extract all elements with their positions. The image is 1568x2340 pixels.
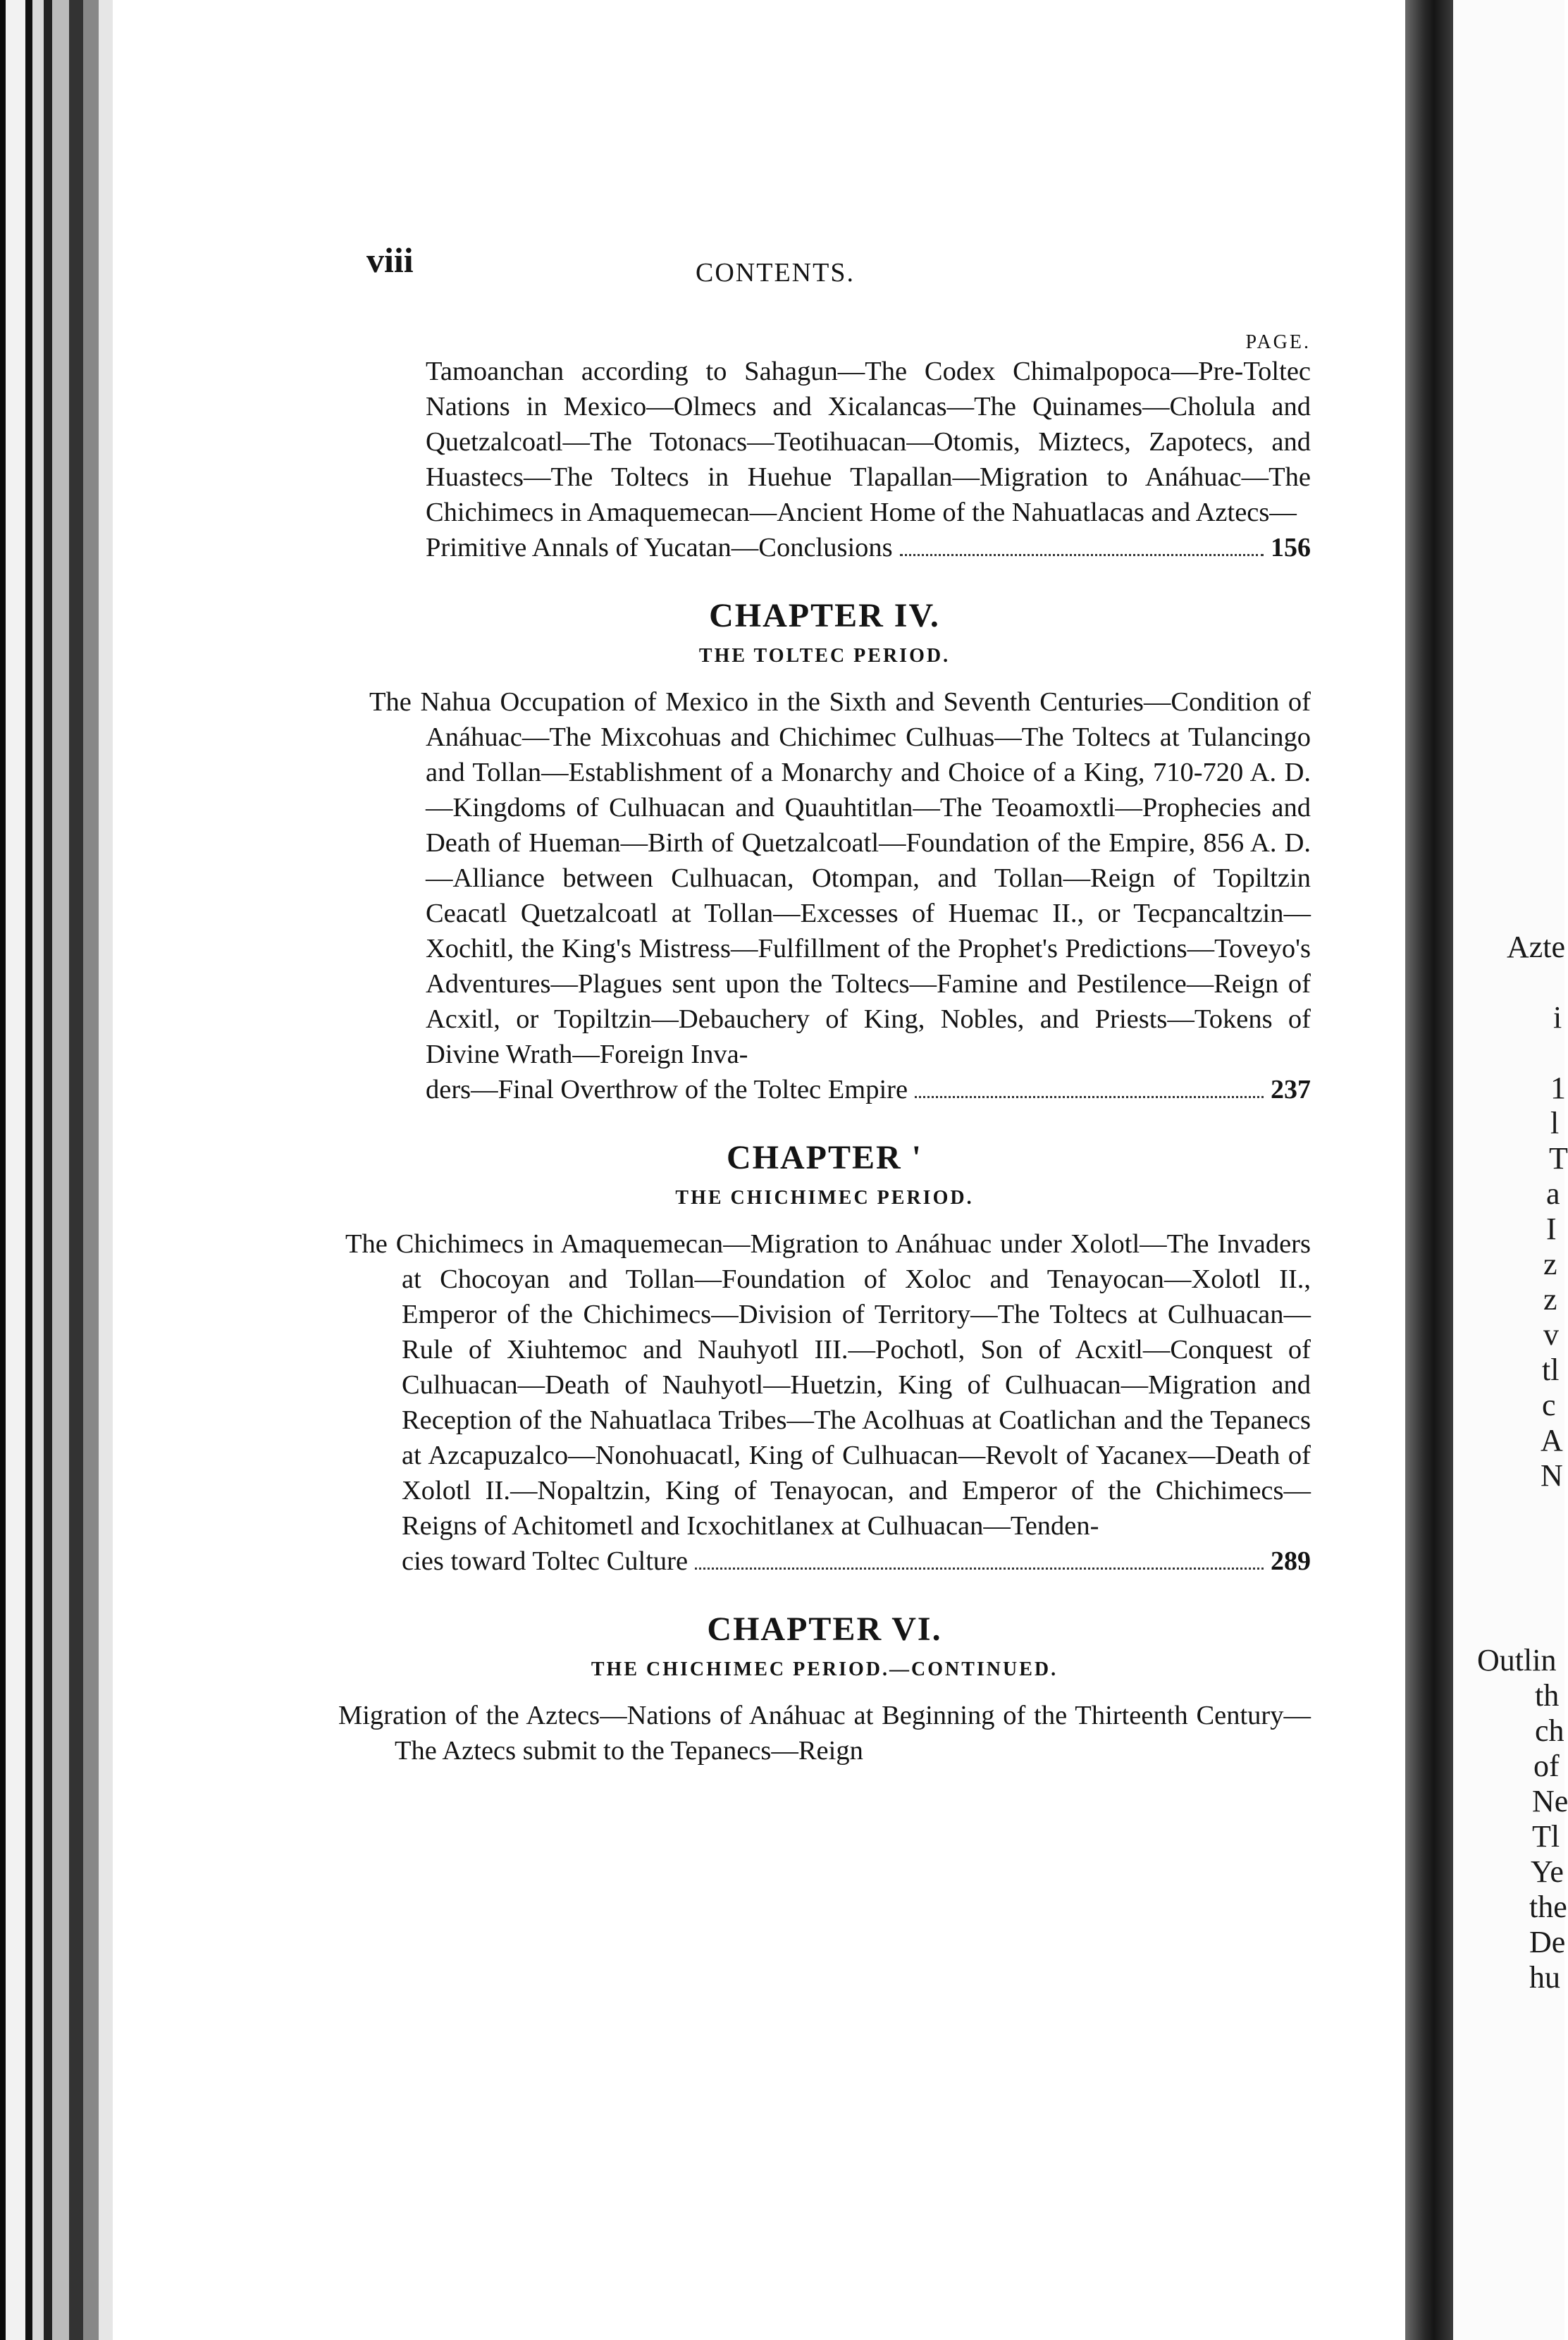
continued-entry bbox=[338, 354, 1311, 565]
chapter-heading: CHAPTER IV. bbox=[709, 597, 940, 634]
chapter-entry bbox=[338, 1138, 1311, 1579]
facing-fragment: v bbox=[1543, 1317, 1559, 1352]
entry-last-text: Primitive Annals of Yucatan—Conclusions bbox=[426, 533, 893, 562]
facing-fragment: of bbox=[1533, 1749, 1560, 1783]
entry-last-line bbox=[338, 1544, 1311, 1579]
entry-text: Tamoanchan according to Sahagun—The Codex Chimalpopoca—Pre-Toltec Nations in Mexico—Olmecs and Xicalancas—The Quinames—Cholula and Quetzalcoatl—The Totonacs—Teotihuacan—Otomis, Miztecs, Zapotecs, and Huastecs—The Toltecs in Huehue Tlapallan—Migration to Anáhuac—The Chichimecs in Amaquemecan—Ancient Home of the Nahuatlacas and Aztecs— bbox=[426, 357, 1311, 527]
facing-fragment: N bbox=[1541, 1458, 1563, 1493]
facing-fragment: De bbox=[1529, 1925, 1566, 1959]
facing-fragment: tl bbox=[1542, 1353, 1560, 1387]
table-of-contents bbox=[338, 331, 1311, 1768]
facing-fragment: i bbox=[1553, 1000, 1562, 1035]
page-column-label: PAGE. bbox=[1245, 331, 1311, 353]
entry-last-line bbox=[338, 1072, 1311, 1107]
facing-fragment: A bbox=[1541, 1423, 1563, 1458]
facing-fragment: 1 bbox=[1550, 1071, 1566, 1105]
entry-last-text: cies toward Toltec Culture bbox=[402, 1546, 689, 1576]
entry-page-number: 237 bbox=[1271, 1075, 1311, 1104]
chapter-entry bbox=[338, 596, 1311, 1107]
chapter-summary: The Chichimecs in Amaquemecan—Migration to Anáhuac under Xolotl—The Invaders at Chocoyan and Tollan—Foundation of Xoloc and Tenayocan—Xolotl II., Emperor of the Chichimecs—Division of Territory—The Toltecs at Culhuacan—Rule of Xiuhtemoc and Nauhyotl III.—Pochotl, Son of Acxitl—Conquest of Culhuacan—Death of Nauhyotl—Huetzin, King of Culhuacan—Migration and Reception of the Nahuatlaca Tribes—The Acolhuas at Coatlichan and the Tepanecs at Azcapuzalco—Nonohuacatl, King of Culhuacan—Revolt of Yacanex—Death of Xolotl II.—Nopaltzin, King of Tenayocan, and Emperor of the Chichimecs—Reigns of Achitometl and Icxochitlanex at Culhuacan—Tenden- bbox=[345, 1229, 1311, 1541]
facing-fragment: z bbox=[1543, 1247, 1557, 1281]
running-title: CONTENTS. bbox=[696, 258, 855, 288]
chapter-heading: CHAPTER ' bbox=[726, 1139, 922, 1176]
chapter-summary: Migration of the Aztecs—Nations of Anáhuac at Beginning of the Thirteenth Century—The Aztecs submit to the Tepanecs—Reign bbox=[338, 1701, 1311, 1766]
chapter-subtitle: THE CHICHIMEC PERIOD.—CONTINUED. bbox=[591, 1658, 1058, 1680]
page-number: viii bbox=[366, 240, 414, 280]
binding-edge bbox=[0, 0, 113, 2340]
chapter-entry bbox=[338, 1610, 1311, 1768]
facing-fragment: ch bbox=[1535, 1713, 1564, 1748]
chapter-summary: The Nahua Occupation of Mexico in the Sixth and Seventh Centuries—Condition of Anáhuac—The Mixcohuas and Chichimec Culhuas—The Toltecs at Tulancingo and Tollan—Establishment of a Monarchy and Choice of a King, 710-720 A. D.—Kingdoms of Culhuacan and Quauhtitlan—The Teoamoxtli—Prophecies and Death of Hueman—Birth of Quetzalcoatl—Foundation of the Empire, 856 A. D.—Alliance between Culhuacan, Otompan, and Tollan—Reign of Topiltzin Ceacatl Quetzalcoatl at Tollan—Excesses of Huemac II., or Tecpancaltzin—Xochitl, the King's Mistress—Fulfillment of the Prophet's Predictions—Toveyo's Adventures—Plagues sent upon the Toltecs—Famine and Pestilence—Reign of Acxitl, or Topiltzin—Debauchery of King, Nobles, and Priests—Tokens of Divine Wrath—Foreign Inva- bbox=[369, 687, 1311, 1069]
facing-fragment: Tl bbox=[1532, 1819, 1560, 1854]
entry-last-line bbox=[338, 530, 1311, 565]
facing-fragment: T bbox=[1549, 1141, 1568, 1176]
facing-fragment: th bbox=[1535, 1678, 1560, 1713]
page-gutter bbox=[1405, 0, 1453, 2340]
chapter-subtitle: THE TOLTEC PERIOD. bbox=[698, 645, 951, 667]
dot-leader bbox=[900, 554, 1264, 556]
entry-page-number: 156 bbox=[1271, 533, 1311, 562]
facing-page bbox=[1453, 0, 1568, 2340]
facing-fragment: the bbox=[1529, 1890, 1567, 1924]
facing-fragment: Outlin bbox=[1477, 1643, 1557, 1677]
entry-last-text: ders—Final Overthrow of the Toltec Empire bbox=[426, 1075, 908, 1104]
facing-fragment: l bbox=[1550, 1106, 1560, 1140]
chapter-subtitle: THE CHICHIMEC PERIOD. bbox=[675, 1187, 974, 1209]
dot-leader bbox=[695, 1568, 1264, 1570]
chapter-heading: CHAPTER VI. bbox=[707, 1611, 942, 1648]
facing-fragment: c bbox=[1542, 1388, 1556, 1422]
facing-fragment: Azte bbox=[1507, 930, 1566, 964]
dot-leader bbox=[915, 1096, 1264, 1098]
facing-fragment: a bbox=[1546, 1176, 1560, 1211]
facing-fragment: I bbox=[1546, 1212, 1557, 1246]
facing-fragment: hu bbox=[1529, 1960, 1560, 1995]
facing-fragment: z bbox=[1543, 1282, 1557, 1317]
entry-page-number: 289 bbox=[1271, 1546, 1311, 1576]
facing-fragment: Ye bbox=[1531, 1854, 1564, 1889]
facing-fragment: Ne bbox=[1532, 1784, 1568, 1818]
